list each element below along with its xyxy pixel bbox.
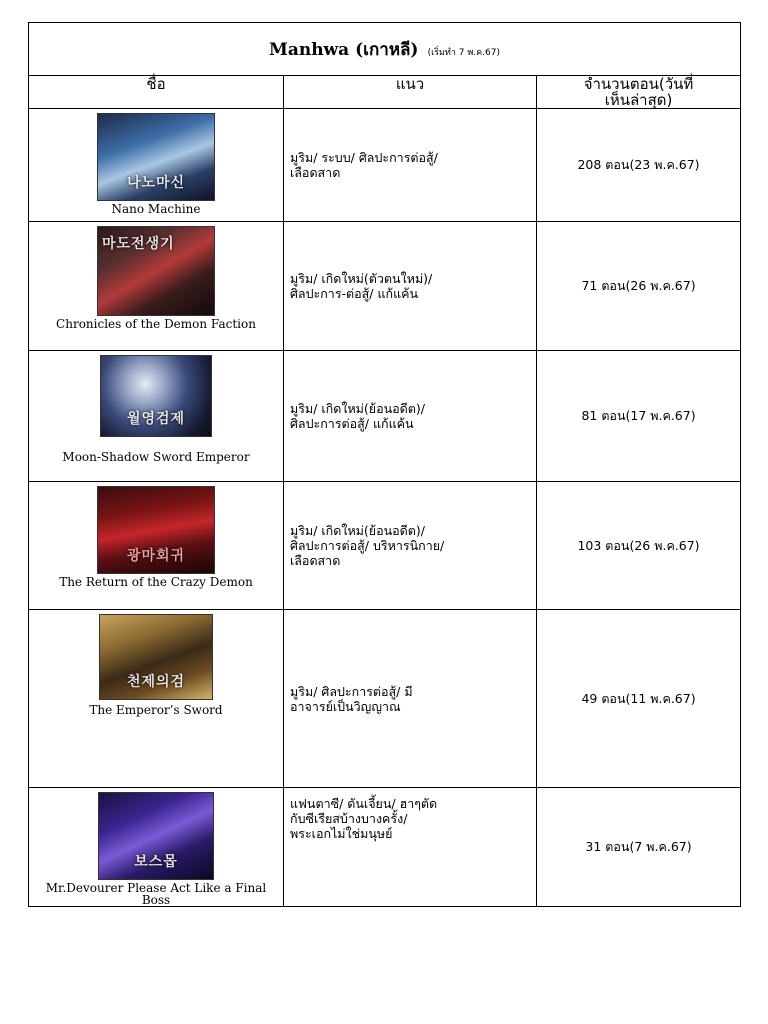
genre-cell: มูริม/ เกิดใหม่(ย้อนอดีต)/ ศิลปะการต่อสู้/ แก้แค้น	[284, 351, 537, 482]
title-cell	[29, 109, 284, 222]
document-title-cell	[29, 23, 741, 76]
cover-image-nano-machine: 나노마신	[97, 113, 215, 201]
manhwa-title: Moon-Shadow Sword Emperor	[62, 450, 250, 464]
column-header-name: ชื่อ	[29, 76, 284, 109]
title-cell	[29, 610, 284, 788]
episode-count: 103 ตอน(26 พ.ค.67)	[537, 482, 741, 610]
genre-cell: มูริม/ ระบบ/ ศิลปะการต่อสู้/ เลือดสาด	[284, 109, 537, 222]
cover-image-return-crazy-demon: 광마회귀	[97, 486, 215, 574]
episode-count: 208 ตอน(23 พ.ค.67)	[537, 109, 741, 222]
table-row	[29, 610, 741, 788]
manhwa-title: The Return of the Crazy Demon	[59, 575, 253, 589]
episode-count: 71 ตอน(26 พ.ค.67)	[537, 222, 741, 351]
manhwa-title: Chronicles of the Demon Faction	[56, 317, 256, 331]
episode-count: 81 ตอน(17 พ.ค.67)	[537, 351, 741, 482]
table-row	[29, 109, 741, 222]
genre-cell: แฟนตาซี/ ดันเจี้ยน/ ฮาๆตัด กับซีเรียสบ้างบางครั้ง/ พระเอกไม่ใช่มนุษย์	[284, 788, 537, 907]
cover-image-chronicles-demon-faction: 마도전생기	[97, 226, 215, 316]
manhwa-title: The Emperor’s Sword	[89, 703, 223, 717]
manhwa-table	[28, 22, 741, 907]
table-row	[29, 482, 741, 610]
document-title: Manhwa (เกาหลี)	[269, 39, 419, 60]
title-cell	[29, 788, 284, 907]
cover-image-moon-shadow-sword-emperor: 월영검제	[100, 355, 212, 437]
table-row	[29, 222, 741, 351]
episode-count: 31 ตอน(7 พ.ค.67)	[537, 788, 741, 907]
table-row	[29, 788, 741, 907]
column-header-episodes: จำนวนตอน(วันที่ เห็นล่าสุด)	[537, 76, 741, 109]
table-row	[29, 351, 741, 482]
document-subtitle: (เริ่มทำ 7 พ.ค.67)	[427, 47, 501, 58]
header-row	[29, 76, 741, 109]
cover-image-mr-devourer: 보스몹	[98, 792, 214, 880]
manhwa-title: Nano Machine	[111, 202, 201, 216]
column-header-genre: แนว	[284, 76, 537, 109]
genre-cell: มูริม/ เกิดใหม่(ตัวตนใหม่)/ ศิลปะการ-ต่อสู้/ แก้แค้น	[284, 222, 537, 351]
cover-image-emperors-sword: 천제의검	[99, 614, 213, 700]
title-cell	[29, 482, 284, 610]
title-cell	[29, 222, 284, 351]
title-cell	[29, 351, 284, 482]
episode-count: 49 ตอน(11 พ.ค.67)	[537, 610, 741, 788]
manhwa-title: Mr.Devourer Please Act Like a Final Boss	[45, 881, 267, 907]
genre-cell: มูริม/ เกิดใหม่(ย้อนอดีต)/ ศิลปะการต่อสู้/ บริหารนิกาย/ เลือดสาด	[284, 482, 537, 610]
genre-cell: มูริม/ ศิลปะการต่อสู้/ มี อาจารย์เป็นวิญญาณ	[284, 610, 537, 788]
